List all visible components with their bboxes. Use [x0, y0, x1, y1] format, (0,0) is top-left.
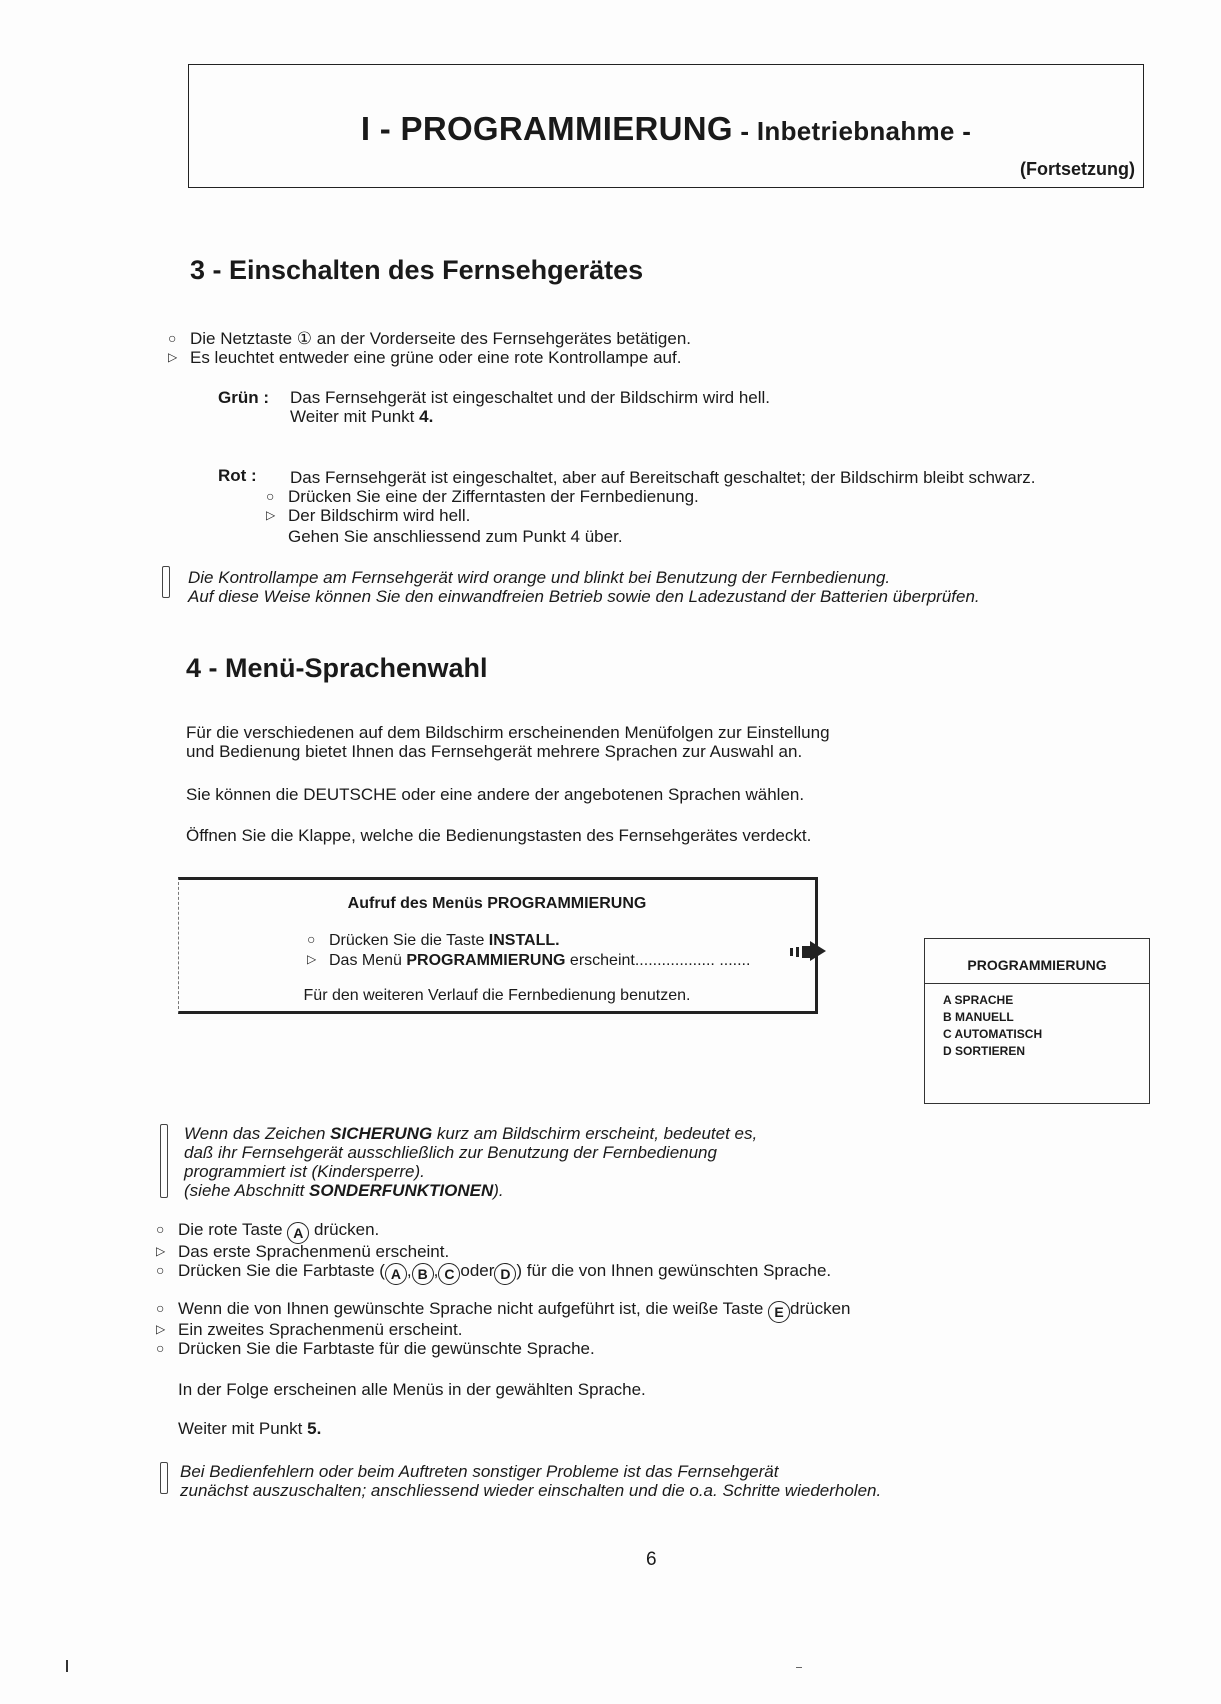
key-a-icon: A [385, 1263, 407, 1285]
step-next [178, 1419, 321, 1438]
final-note-line2: zunächst auszuschalten; anschliessend wieder einschalten und die o.a. Schritte wiederholen. [180, 1481, 882, 1500]
section3-line2 [168, 348, 681, 367]
step-result: In der Folge erscheinen alle Menüs in der gewählten Sprache. [178, 1380, 646, 1399]
sicherung-line2: daß ihr Fernsehgerät ausschließlich zur Benutzung der Fernbedienung [184, 1143, 717, 1162]
section4-para1-line1: Für die verschiedenen auf dem Bildschirm erscheinenden Menüfolgen zur Einstellung [186, 723, 830, 742]
instruction-footer: Für den weiteren Verlauf die Fernbedienung benutzen. [303, 987, 691, 1004]
text: drücken [790, 1299, 851, 1318]
text: erscheint [565, 952, 635, 969]
menu-display [924, 938, 1150, 1104]
bullet-circle-icon: ○ [266, 488, 275, 504]
rot-label: Rot : [218, 466, 257, 485]
key-b-icon: B [412, 1263, 434, 1285]
text: Das Menü [329, 952, 407, 969]
instruction-step1 [307, 930, 560, 950]
menu-item-sortieren: D SORTIEREN [943, 1044, 1026, 1058]
final-note-line1: Bei Bedienfehlern oder beim Auftreten sonstiger Probleme ist das Fernsehgerät [180, 1462, 779, 1481]
menu-item-manuell: B MANUELL [943, 1010, 1014, 1024]
text: Ein zweites Sprachenmenü erscheint. [178, 1320, 463, 1339]
text: Wenn das Zeichen [184, 1124, 331, 1143]
header-box [188, 64, 1144, 188]
title-main: I - PROGRAMMIERUNG [360, 110, 733, 147]
text: , [406, 1261, 412, 1280]
text: drücken. [314, 1220, 380, 1239]
bullet-circle-icon: ○ [156, 1340, 165, 1356]
text: ) für die von Ihnen gewünschten Sprache. [516, 1261, 832, 1280]
step-red-key [156, 1220, 379, 1244]
text: SONDERFUNKTIONEN [309, 1181, 494, 1200]
scan-mark [796, 1667, 802, 1668]
arrow-triangle-icon: ▷ [156, 1244, 166, 1258]
gruen-label: Grün : [218, 388, 269, 407]
arrow-triangle-icon: ▷ [307, 952, 317, 966]
section4-para2: Sie können die DEUTSCHE oder eine andere der angebotenen Sprachen wählen. [186, 785, 805, 804]
text: SICHERUNG [330, 1124, 433, 1143]
bullet-circle-icon: ○ [156, 1300, 165, 1316]
section4-para3: Öffnen Sie die Klappe, welche die Bedienungstasten des Fernsehgerätes verdeckt. [186, 826, 812, 845]
text: INSTALL. [488, 932, 560, 949]
text: PROGRAMMIERUNG [406, 952, 566, 969]
step-first-menu [156, 1242, 449, 1261]
rot-text4: Gehen Sie anschliessend zum Punkt 4 über. [288, 527, 623, 546]
text: an der Vorderseite des Fernsehgerätes betätigen. [316, 329, 692, 348]
instruction-box [178, 877, 818, 1014]
text: Der Bildschirm wird hell. [288, 506, 471, 525]
note-bracket [160, 1462, 168, 1494]
text: , [433, 1261, 439, 1280]
text: 4. [419, 407, 434, 426]
rot-text1: Das Fernsehgerät ist eingeschaltet, aber auf Bereitschaft geschaltet; der Bildschirm bleibt schwarz. [290, 468, 1036, 487]
text: Es leuchtet entweder eine grüne oder eine rote Kontrollampe auf. [190, 348, 682, 367]
gruen-text2 [290, 407, 433, 426]
arrow-triangle-icon: ▷ [266, 508, 276, 522]
text: ). [493, 1181, 504, 1200]
text: (siehe Abschnitt [184, 1181, 310, 1200]
text: kurz am Bildschirm erscheint, bedeutet es, [432, 1124, 758, 1143]
power-icon: ① [296, 329, 313, 348]
text: Wenn die von Ihnen gewünschte Sprache nicht aufgeführt ist, die weiße Taste [178, 1299, 764, 1318]
note1-line2: Auf diese Weise können Sie den einwandfreien Betrieb sowie den Ladezustand der Batterien überprüfen. [188, 587, 980, 606]
text: Drücken Sie die Taste [329, 932, 489, 949]
step-color-key [156, 1261, 831, 1285]
sicherung-line4 [184, 1181, 504, 1200]
gruen-text1: Das Fernsehgerät ist eingeschaltet und der Bildschirm wird hell. [290, 388, 771, 407]
title-sub: Inbetriebnahme - [756, 116, 972, 146]
bullet-circle-icon: ○ [307, 931, 316, 947]
sicherung-line1 [184, 1124, 757, 1143]
section3-heading: 3 - Einschalten des Fernsehgerätes [190, 255, 644, 285]
sicherung-line3: programmiert ist (Kindersperre). [184, 1162, 425, 1181]
section3-line1 [168, 329, 691, 348]
key-e-icon: E [768, 1301, 790, 1323]
key-c-icon: C [438, 1263, 460, 1285]
text: Weiter mit Punkt [290, 407, 420, 426]
section4-heading: 4 - Menü-Sprachenwahl [186, 653, 488, 683]
arrow-right-icon [790, 940, 832, 962]
menu-title: PROGRAMMIERUNG [967, 957, 1107, 973]
instruction-title: Aufruf des Menüs PROGRAMMIERUNG [347, 895, 647, 912]
page-number: 6 [646, 1549, 657, 1570]
key-a-icon: A [287, 1222, 309, 1244]
text: Die rote Taste [178, 1220, 283, 1239]
section4-para1-line2: und Bedienung bietet Ihnen das Fernsehgerät mehrere Sprachen zur Auswahl an. [186, 742, 803, 761]
dot-leader: .................. ....... [634, 952, 751, 969]
menu-divider [925, 983, 1149, 984]
key-d-icon: D [494, 1263, 516, 1285]
text: Die Netztaste [190, 329, 293, 348]
text: Drücken Sie eine der Zifferntasten der Fernbedienung. [288, 487, 699, 506]
bullet-circle-icon: ○ [168, 330, 177, 346]
note1-line1: Die Kontrollampe am Fernsehgerät wird orange und blinkt bei Benutzung der Fernbedienung. [188, 568, 891, 587]
title-dash: - [732, 116, 757, 146]
instruction-step2 [307, 950, 750, 970]
text: Drücken Sie die Farbtaste für die gewünschte Sprache. [178, 1339, 595, 1358]
text: Weiter mit Punkt [178, 1419, 308, 1438]
continuation-label: (Fortsetzung) [1020, 159, 1135, 179]
note-bracket [162, 566, 170, 598]
note-bracket [160, 1124, 168, 1198]
menu-list [943, 992, 1042, 1060]
text: Drücken Sie die Farbtaste ( [178, 1261, 385, 1280]
step-second-menu [156, 1320, 462, 1339]
scan-mark [66, 1660, 68, 1672]
text: Das erste Sprachenmenü erscheint. [178, 1242, 450, 1261]
menu-item-automatisch: C AUTOMATISCH [943, 1027, 1043, 1041]
text: 5. [307, 1419, 322, 1438]
menu-item-sprache: A SPRACHE [943, 993, 1014, 1007]
bullet-circle-icon: ○ [156, 1221, 165, 1237]
rot-text2 [266, 487, 699, 506]
bullet-circle-icon: ○ [156, 1262, 165, 1278]
step-select-language [156, 1339, 595, 1358]
page-title [189, 110, 1143, 148]
rot-text3 [266, 506, 470, 525]
text: oder [460, 1261, 495, 1280]
arrow-triangle-icon: ▷ [168, 350, 178, 364]
arrow-triangle-icon: ▷ [156, 1322, 166, 1336]
